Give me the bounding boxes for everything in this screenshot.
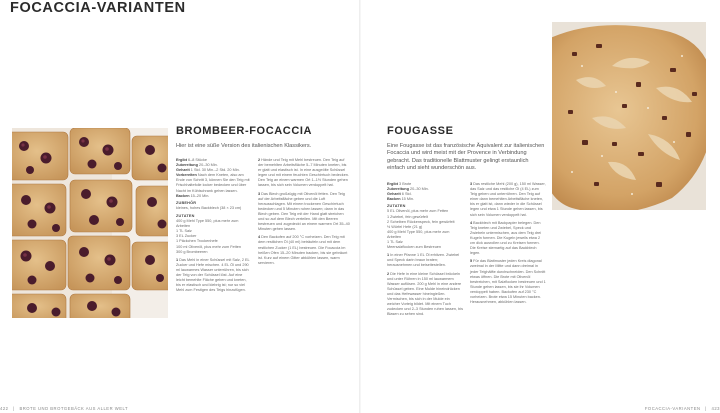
- page-number-left: 422: [0, 406, 9, 411]
- brombeer-zutat: 1 TL Salz: [176, 229, 192, 234]
- brombeer-step: [258, 235, 350, 266]
- brombeer-zutaten-heading: ZUTATEN: [176, 213, 195, 218]
- fougasse-step: [470, 221, 546, 257]
- fougasse-meta-value: 20–30 Min.: [408, 187, 429, 192]
- brombeer-meta-label: Backen: [176, 193, 190, 198]
- fougasse-step-text: Die Hefe in eine kleine Schüssel bröckeln und unter Rühren in 150 ml lauwarmem Wasser auflösen. 200 g Mehl in eine andere Schüssel geben. Eine Mulde hineindrücken und das Hefewasser hineingießen. Vermischen, bis sich in der Mulde ein weicher Vorteig bildet. Mit einem Tuch zudecken und 2–3 Stunden ruhen lassen, bis Blasen zu sehen sind.: [387, 271, 463, 317]
- brombeer-step-number: 3: [258, 191, 262, 196]
- fougasse-step-text: In einer Pfanne 1 EL Öl erhitzen. Zwiebel und Speck darin braun braten; herausnehmen und beiseitestellen.: [387, 253, 460, 268]
- fougasse-step: [387, 253, 463, 268]
- fougasse-zutat: 1 Zwiebel, fein gewürfelt: [387, 214, 428, 219]
- fougasse-zutat: 400 g Mehl Type 550, plus mehr zum Arbeiten: [387, 229, 450, 239]
- fougasse-lead: Eine Fougasse ist das französische Äquivalent zur italienischen Focaccia und wird meist mit der Provence in Verbindung gebracht. Das traditionelle Blattmuster gelingt erstaunlich einfach und sieht wunderschön aus.: [387, 143, 545, 171]
- fougasse-info-column: [387, 182, 463, 320]
- brombeer-steps-col1: [176, 258, 251, 294]
- brombeer-meta-value: 15–20 Min.: [189, 193, 210, 198]
- fougasse-step-text: Das restliche Mehl (200 g), 150 ml Wasser, das Salz und das restliche Öl (4 EL) zum Teig geben und unterrühren. Den Teig auf einer dann bemehlten Arbeitsfläche kneten, bis er glatt ist, dann wieder in die Schüssel legen und etwa 1 Stunde gehen lassen, bis sich sein Volumen verdoppelt hat.: [470, 182, 546, 217]
- chapter-title: FOCACCIA-VARIANTEN: [10, 0, 186, 16]
- brombeer-info-column: [176, 158, 251, 296]
- footer-running-title-left: BROTE UND BROTGEBÄCK AUS ALLER WELT: [19, 406, 129, 411]
- fougasse-step-number: 4: [470, 220, 474, 225]
- fougasse-meta-value: 15 Min.: [400, 197, 415, 202]
- brombeer-meta-item: [176, 173, 251, 193]
- fougasse-zutaten-list: [387, 209, 463, 250]
- brombeer-step-text: Das Mehl in einer Schüssel mit Salz, 2 EL Zucker und Hefe mischen. 4 EL Öl und 290 ml lauwarmes Wasser unterrühren, bis sich der Teig von der Schüssel löst. Auf eine leicht bemehlte Fläche geben und kneten, bis er elastisch und klebrig ist; nur so viel Mehl zum Festigen des Teigs hinzufügen.: [176, 257, 250, 293]
- fougasse-meta: [387, 182, 463, 202]
- fougasse-step-text: Backblech mit Backpapier belegen. Den Teig kneten und Zwiebel, Speck und Zwiebeln untermischen, aus dem Teig drei Kugeln formen. Die Kugeln jeweils etwa 2 cm dick ausrollen und zu Kreisen formen. Die Kreise sternartig auf das Backblech legen.: [470, 220, 542, 256]
- fougasse-meta-value: 3 Brote: [397, 182, 412, 186]
- fougasse-step: [470, 259, 546, 305]
- brombeer-zutaten-list: [176, 219, 251, 255]
- brombeer-zutat: 3 EL Zucker: [176, 234, 197, 239]
- footer-running-title-right: FOCACCIA-VARIANTEN: [644, 406, 701, 411]
- brombeer-meta-item: [176, 194, 251, 199]
- fougasse-photo: [552, 22, 706, 210]
- brombeer-step-text: Den Backofen auf 200 °C vorheizen. Den Teig mit dem restlichen Öl (40 ml) beträufeln und mit dem restlichen Zucker (1 EL) bestreuen. Die Focaccia im heißen Ofen 15–20 Minuten backen, bis sie gebräunt ist. Kurz auf einem Gitter abkühlen lassen, warm servieren.: [258, 235, 348, 265]
- brombeer-step: [258, 192, 350, 233]
- fougasse-title: FOUGASSE: [387, 125, 454, 137]
- page-number-right: 423: [711, 406, 720, 411]
- brombeer-step-text: Das Blech großzügig mit Olivenöl fetten. Den Teig auf der Arbeitsfläche geben und die Luft herausschlagen. Mit einem trockenen Geschirrtuch bedecken und 5 Minuten ruhen lassen; dann in das Blech geben. Den Teig mit der Hand glatt streichen und so auf dem Blech verteilen. Mit den Beeren bestreuen und zugedeckt an einem warmen Ort 35–40 Minuten gehen lassen.: [258, 191, 350, 232]
- brombeer-meta-value: Nach dem Kneten, also am Ende von Schritt 3, können Sie den Teig mit Frischhaltefolie locker bedecken und über Nacht im Kühlschrank gehen lassen.: [176, 173, 250, 193]
- fougasse-meta-item: [387, 197, 463, 202]
- footer-separator-right: |: [705, 406, 707, 411]
- footer-right: [645, 406, 720, 411]
- fougasse-zutat: 5 EL Olivenöl, plus mehr zum Fetten: [387, 209, 449, 214]
- fougasse-meta-label: Ergibt: [387, 182, 398, 186]
- brombeer-step-number: 1: [176, 257, 180, 262]
- fougasse-zutat: 1 TL Salz: [387, 240, 403, 245]
- fougasse-zutat: Meersalzflocken zum Bestreuen: [387, 245, 442, 250]
- brombeer-meta-label: Vorbereiten: [176, 173, 197, 178]
- brombeer-meta-label: Zubereitung: [176, 163, 198, 168]
- brombeer-zutat: 1 Päckchen Trockenhefe: [176, 239, 218, 244]
- brombeer-lead: Hier ist eine süße Version des italienischen Klassikers.: [176, 143, 312, 149]
- brombeer-steps-col2: [258, 158, 350, 269]
- focaccia-slices-illustration: [12, 128, 168, 318]
- fougasse-bread-illustration: [552, 22, 706, 210]
- brombeer-zutat: 100 ml Olivenöl, plus mehr zum Fetten: [176, 244, 241, 249]
- brombeer-title: BROMBEER-FOCACCIA: [176, 125, 313, 137]
- fougasse-steps-col2: [470, 182, 546, 308]
- fougasse-step-number: 5: [470, 259, 474, 264]
- brombeer-meta-label: Ergibt: [176, 158, 187, 162]
- page-gutter: [359, 0, 361, 413]
- fougasse-step-text: Für das Blattmuster jeden Kreis diagonal zweimal in der Mitte und dann dreimal in jeder Teighälfte durchschneiden. Den Schnitt etwas öffnen. Die Brote mit Olivenöl bestreichen, mit Salzflocken bestreuen und 1 Stunde gehen lassen, bis sie ihr Volumen verdoppelt haben. Backofen auf 230 °C vorheizen. Brote etwa 15 Minuten backen. Herausnehmen, abkühlen lassen.: [470, 259, 546, 305]
- brombeer-zutat: 400 g Mehl Type 550, plus mehr zum Arbeiten: [176, 219, 239, 229]
- brombeer-meta: [176, 158, 251, 199]
- brombeer-meta-value: 1 Std. 30 Min.–2 Std. 20 Min.: [189, 168, 240, 173]
- fougasse-meta-value: 6 Std.: [400, 192, 412, 197]
- fougasse-step-number: 2: [387, 271, 391, 276]
- brombeer-step-text: Hände und Teig mit Mehl bestreuen. Den Teig auf der bemehlten Arbeitsfläche 5–7 Minuten kneten, bis er glatt und elastisch ist. In eine ausgeölte Schüssel legen und mit einem feuchten Geschirrtuch bedecken. Den Teig an einem warmen Ort 1–1½ Stunden gehen lassen, bis sich sein Volumen verdoppelt hat.: [258, 158, 349, 188]
- fougasse-step-number: 1: [387, 253, 391, 258]
- brombeer-focaccia-photo: [12, 128, 168, 318]
- brombeer-step: [176, 258, 251, 294]
- brombeer-step-number: 2: [258, 158, 262, 162]
- fougasse-steps-col1: [387, 253, 463, 317]
- footer-left: [0, 406, 128, 411]
- brombeer-zubehoer: kleines, hohes Backblech (38 × 23 cm): [176, 205, 242, 210]
- fougasse-step: [470, 182, 546, 218]
- brombeer-step: [258, 158, 350, 189]
- brombeer-meta-label: Gehzeit: [176, 168, 190, 173]
- footer-separator-left: |: [13, 406, 15, 411]
- brombeer-step-number: 4: [258, 235, 262, 240]
- brombeer-zutat: 300 g Brombeeren: [176, 249, 208, 254]
- brombeer-zubehoer-heading: ZUBEHÖR: [176, 200, 197, 205]
- fougasse-meta-label: Backen: [387, 197, 401, 202]
- fougasse-meta-label: Gehzeit: [387, 192, 401, 197]
- fougasse-step: [387, 272, 463, 318]
- fougasse-zutat: 2 Scheiben Rückenspeck, fein gewürfelt: [387, 219, 455, 224]
- fougasse-meta-label: Zubereitung: [387, 187, 409, 192]
- brombeer-meta-value: 6–8 Stücke: [186, 158, 208, 162]
- fougasse-zutaten-heading: ZUTATEN: [387, 204, 406, 209]
- fougasse-zutat: ½ Würfel Hefe (21 g): [387, 224, 423, 229]
- brombeer-meta-value: 20–30 Min.: [197, 163, 218, 168]
- fougasse-step-number: 3: [470, 182, 474, 186]
